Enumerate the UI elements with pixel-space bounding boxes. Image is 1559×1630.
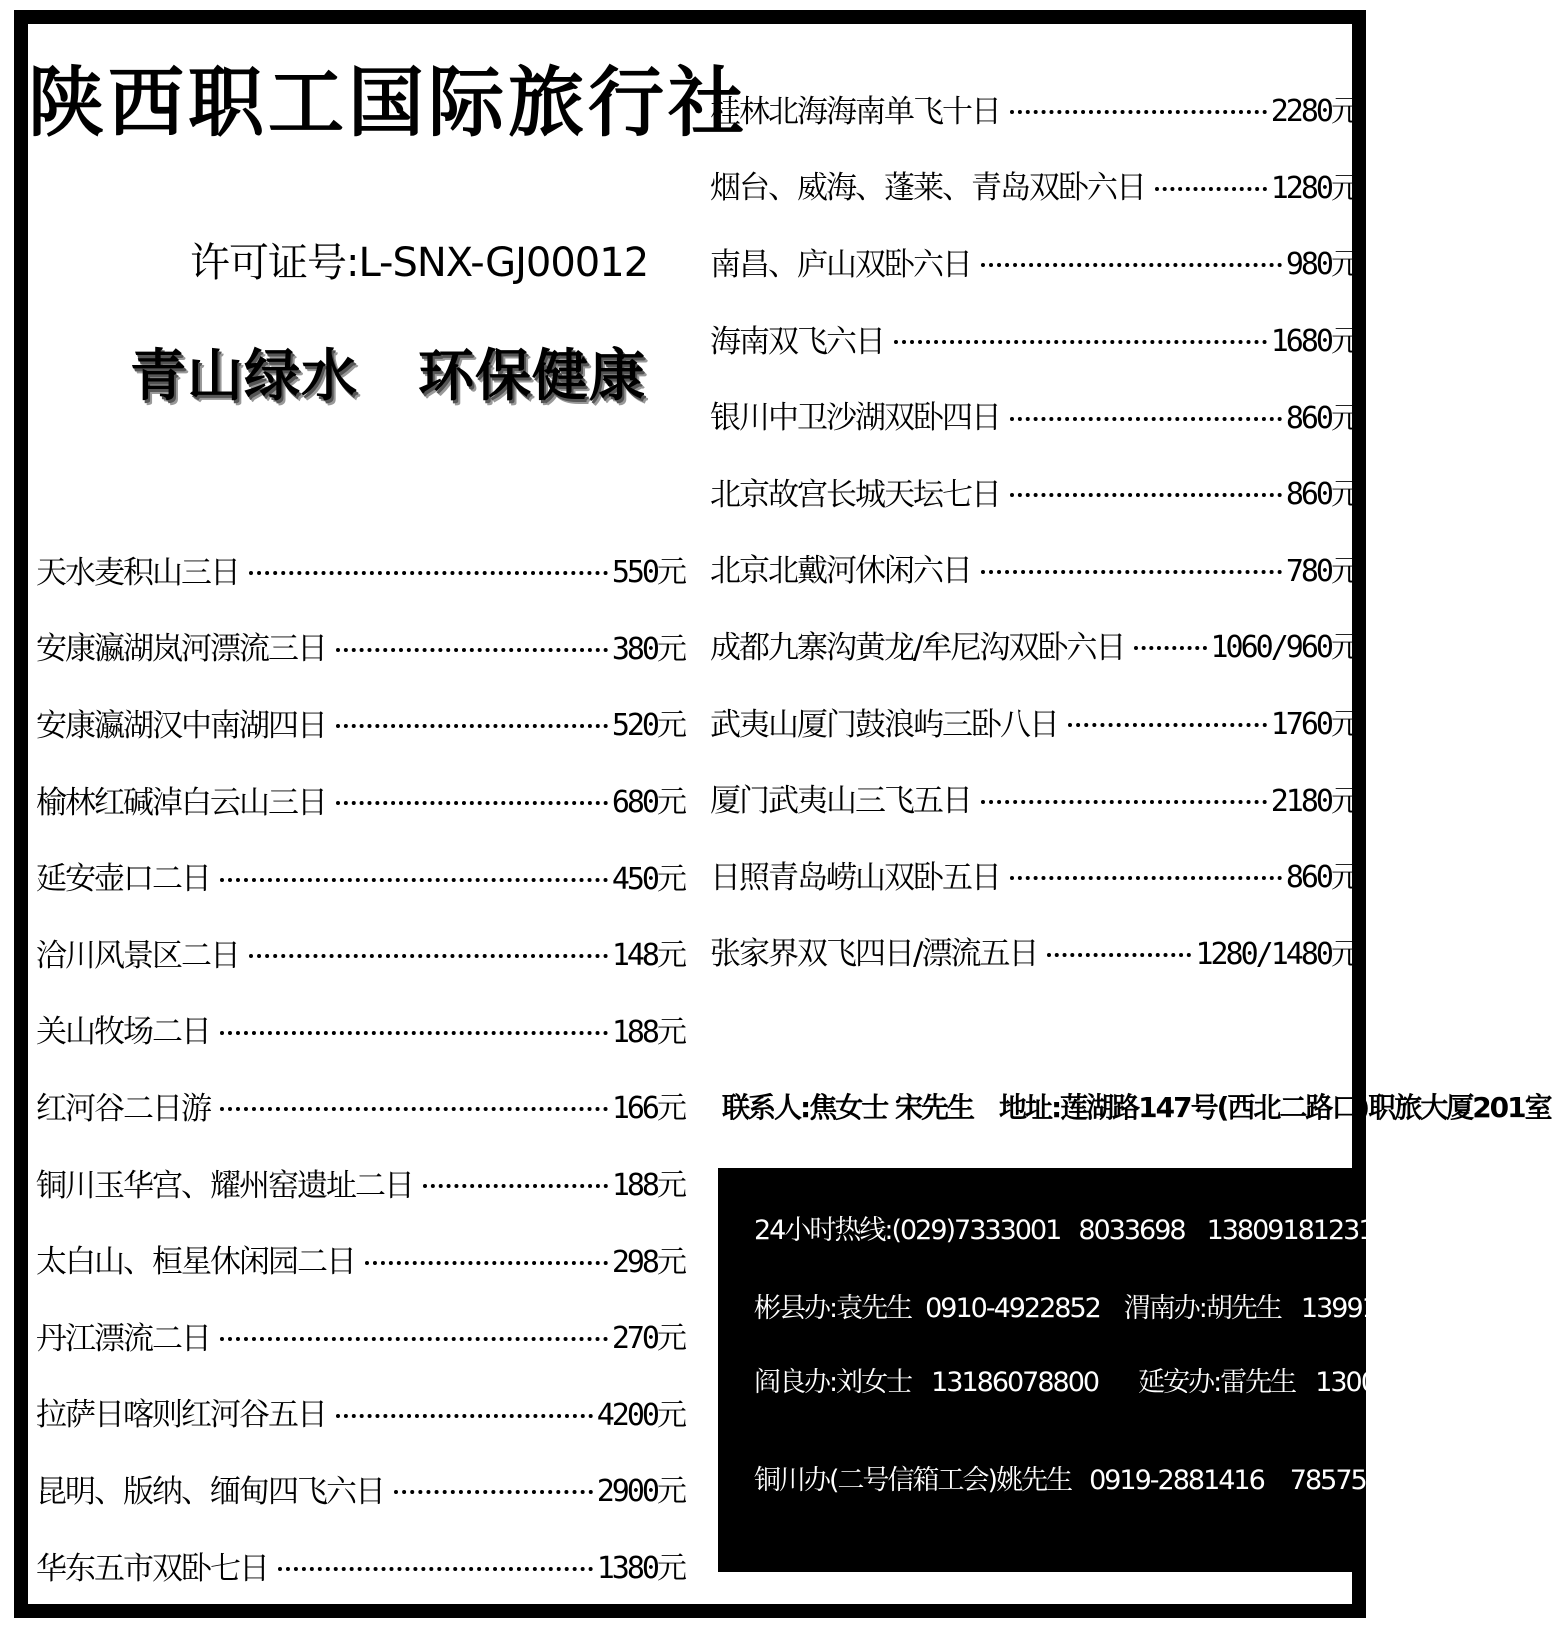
tour-row <box>710 70 1358 147</box>
hotline-number: 13060392390 <box>1391 1215 1559 1246</box>
dot-leader <box>249 954 608 958</box>
tour-price: 2900元 <box>596 1474 684 1510</box>
dot-leader <box>1155 187 1267 191</box>
tour-price: 2280元 <box>1270 94 1358 130</box>
tour-price: 1280元 <box>1270 170 1358 206</box>
dot-leader <box>336 724 608 728</box>
office-contact: 铜川办(二号信箱工会)姚先生 <box>754 1465 1072 1496</box>
tour-name: 丹江漂流二日 <box>36 1320 210 1357</box>
tour-row <box>36 608 684 685</box>
tour-price: 1280/1480元 <box>1195 936 1358 972</box>
tour-row <box>36 991 684 1068</box>
tour-row <box>36 914 684 991</box>
tour-name: 延安壶口二日 <box>36 861 210 898</box>
tour-name: 北京故宫长城天坛七日 <box>710 476 1000 513</box>
tour-price: 298元 <box>611 1244 684 1280</box>
slogan-right: 环保健康 <box>418 344 646 409</box>
contact-line <box>722 1078 1551 1138</box>
dot-leader <box>220 1107 608 1111</box>
tour-name: 华东五市双卧七日 <box>36 1550 268 1587</box>
tour-name: 厦门武夷山三飞五日 <box>710 783 971 820</box>
tour-row <box>710 606 1358 683</box>
tour-name: 海南双飞六日 <box>710 323 884 360</box>
tour-price: 450元 <box>611 861 684 897</box>
dot-leader <box>1134 646 1206 650</box>
tour-row <box>36 1220 684 1297</box>
dot-leader <box>394 1490 593 1494</box>
hotline-number: 8033698 <box>1078 1215 1185 1246</box>
tour-price: 1680元 <box>1270 324 1358 360</box>
tour-row <box>36 1144 684 1221</box>
tour-row <box>36 837 684 914</box>
tour-price: 860元 <box>1285 477 1358 513</box>
tour-price: 380元 <box>611 631 684 667</box>
tour-price: 860元 <box>1285 860 1358 896</box>
tour-name: 红河谷二日游 <box>36 1090 210 1127</box>
tour-name: 安康瀛湖汉中南湖四日 <box>36 707 326 744</box>
office-phone: 13008585945 <box>1315 1367 1483 1398</box>
tour-row <box>710 530 1358 607</box>
contact-persons: 联系人:焦女士 宋先生 <box>722 1091 973 1124</box>
dot-leader <box>894 340 1267 344</box>
tour-price: 1380元 <box>596 1551 684 1587</box>
hotline-number: (029)7333001 <box>891 1215 1061 1246</box>
tour-name: 北京北戴河休闲六日 <box>710 553 971 590</box>
tour-row <box>710 300 1358 377</box>
hotline-box <box>718 1168 1559 1572</box>
tour-price: 148元 <box>611 938 684 974</box>
dot-leader <box>1047 953 1191 957</box>
dot-leader <box>220 878 608 882</box>
tour-row <box>36 1450 684 1527</box>
tour-name: 安康瀛湖岚河漂流三日 <box>36 631 326 668</box>
tour-name: 洽川风景区二日 <box>36 937 239 974</box>
tour-row <box>36 531 684 608</box>
tour-name: 南昌、庐山双卧六日 <box>710 246 971 283</box>
tour-price: 166元 <box>611 1091 684 1127</box>
tour-row <box>710 376 1358 453</box>
dot-leader <box>1068 723 1267 727</box>
tour-price: 188元 <box>611 1014 684 1050</box>
tour-row <box>710 836 1358 913</box>
tour-row <box>36 761 684 838</box>
tour-name: 昆明、版纳、缅甸四飞六日 <box>36 1473 384 1510</box>
dot-leader <box>423 1184 608 1188</box>
dot-leader <box>249 571 608 575</box>
tour-row <box>36 1374 684 1451</box>
tour-name: 天水麦积山三日 <box>36 554 239 591</box>
tour-name: 武夷山厦门鼓浪屿三卧八日 <box>710 706 1058 743</box>
hotline-label: 24小时热线: <box>754 1215 892 1246</box>
license-number: 许可证号:L-SNX-GJ00012 <box>190 240 649 286</box>
office-contact: 渭南办:胡先生 <box>1123 1293 1281 1324</box>
dot-leader <box>981 800 1267 804</box>
tour-name: 成都九寨沟黄龙/牟尼沟双卧六日 <box>710 629 1125 666</box>
tour-name: 铜川玉华宫、耀州窑遗址二日 <box>36 1167 413 1204</box>
dot-leader <box>365 1261 608 1265</box>
hotline-row <box>754 1208 1559 1247</box>
tour-list-left <box>36 531 684 1603</box>
tour-name: 桂林北海海南单飞十日 <box>710 93 1000 130</box>
dot-leader <box>1010 876 1282 880</box>
tour-price: 550元 <box>611 555 684 591</box>
tour-name: 银川中卫沙湖双卧四日 <box>710 400 1000 437</box>
dot-leader <box>981 570 1282 574</box>
tour-row <box>710 223 1358 300</box>
office-row <box>754 1286 1468 1325</box>
tour-price: 780元 <box>1285 553 1358 589</box>
dot-leader <box>1010 417 1282 421</box>
tour-price: 860元 <box>1285 400 1358 436</box>
dot-leader <box>981 263 1282 267</box>
office-contact: 彬县办:袁先生 <box>754 1293 912 1324</box>
office-row <box>754 1360 1482 1399</box>
tour-price: 1760元 <box>1270 707 1358 743</box>
dot-leader <box>278 1567 593 1571</box>
tour-name: 日照青岛崂山双卧五日 <box>710 859 1000 896</box>
tour-name: 关山牧场二日 <box>36 1014 210 1051</box>
office-row <box>754 1458 1396 1497</box>
hotline-number: 13809181231 <box>1206 1215 1374 1246</box>
slogan-left: 青山绿水 <box>130 344 358 409</box>
slogan <box>130 332 670 422</box>
tour-price: 680元 <box>611 785 684 821</box>
tour-price: 2180元 <box>1270 783 1358 819</box>
office-phone: 0919-2881416 <box>1089 1465 1264 1496</box>
dot-leader <box>220 1337 608 1341</box>
dot-leader <box>336 801 608 805</box>
tour-name: 烟台、威海、蓬莱、青岛双卧六日 <box>710 170 1145 207</box>
tour-name: 太白山、桓星休闲园二日 <box>36 1244 355 1281</box>
tour-row <box>36 1067 684 1144</box>
dot-leader <box>336 648 608 652</box>
office-phone-extra: 7857596 <box>1289 1465 1397 1496</box>
tour-price: 188元 <box>611 1168 684 1204</box>
tour-list-right <box>710 70 1358 989</box>
dot-leader <box>220 1031 608 1035</box>
tour-price: 980元 <box>1285 247 1358 283</box>
tour-row <box>36 1527 684 1604</box>
tour-row <box>710 147 1358 224</box>
office-contact: 阎良办:刘女士 <box>754 1367 912 1398</box>
office-phone: 0910-4922852 <box>925 1293 1100 1324</box>
tour-row <box>710 913 1358 990</box>
office-phone: 13186078800 <box>931 1367 1099 1398</box>
tour-name: 张家界双飞四日/漂流五日 <box>710 936 1038 973</box>
dot-leader <box>1010 110 1267 114</box>
dot-leader <box>1010 493 1282 497</box>
contact-address: 地址:莲湖路147号(西北二路口)职旅大厦201室 <box>998 1091 1551 1124</box>
tour-name: 榆林红碱淖白云山三日 <box>36 784 326 821</box>
tour-row <box>710 683 1358 760</box>
tour-row <box>36 1297 684 1374</box>
tour-price: 270元 <box>611 1321 684 1357</box>
tour-row <box>36 684 684 761</box>
tour-price: 520元 <box>611 708 684 744</box>
tour-row <box>710 759 1358 836</box>
tour-name: 拉萨日喀则红河谷五日 <box>36 1397 326 1434</box>
tour-price: 1060/960元 <box>1210 630 1358 666</box>
tour-price: 4200元 <box>596 1397 684 1433</box>
tour-row <box>710 453 1358 530</box>
office-contact: 延安办:雷先生 <box>1138 1367 1296 1398</box>
office-phone: 13991662776 <box>1300 1293 1468 1324</box>
agency-title: 陕西职工国际旅行社 <box>28 58 748 147</box>
dot-leader <box>336 1414 593 1418</box>
